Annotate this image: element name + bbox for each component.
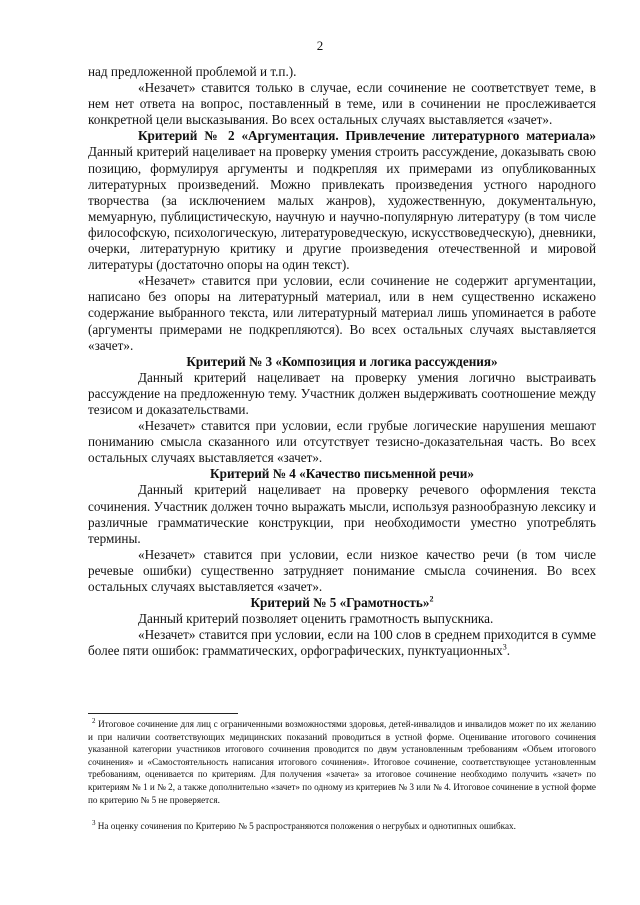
criterion-2-heading: Критерий № 2 «Аргументация. Привлечение литературного материала» (138, 128, 596, 144)
paragraph-criterion-4-fail: «Незачет» ставится при условии, если низкое качество речи (в том числе речевые ошибки) существенно затрудняет понимание смысла сочинения. Во всех остальных случаях выставляется «зачет». (88, 546, 596, 594)
footnote-3-text: На оценку сочинения по Критерию № 5 распространяются положения о негрубых и однотипных ошибках. (95, 821, 516, 832)
criterion-5-fail-text: «Незачет» ставится при условии, если на 100 слов в среднем приходится в сумме более пяти ошибок: грамматических, орфографических, пунктуационных (88, 627, 596, 659)
paragraph-criterion-5-fail (88, 627, 596, 659)
page-number: 2 (316, 38, 324, 53)
footnote-2 (88, 718, 596, 806)
criterion-3-heading: Критерий № 3 «Композиция и логика рассуждения» (186, 353, 498, 369)
paragraph-criterion-2 (88, 128, 596, 273)
paragraph-criterion-1-fail: «Незачет» ставится только в случае, если сочинение не соответствует теме, в нем нет ответа на вопрос, поставленный в теме, или в сочинении не прослеживается конкретной цели высказывания. Во всех остальных случаях выставляется «зачет». (88, 80, 596, 128)
footnote-3-mark: 3 (92, 819, 96, 828)
criterion-5-heading: Критерий № 5 «Грамотность» (250, 595, 430, 611)
paragraph-criterion-5: Данный критерий позволяет оценить грамотность выпускника. (138, 611, 494, 627)
body-text (88, 64, 596, 659)
paragraph-criterion-4: Данный критерий нацеливает на проверку речевого оформления текста сочинения. Участник должен точно выражать мысли, используя разнообразную лексику и различные грамматические конструкции, при необходимости уместно употреблять термины. (88, 482, 596, 546)
criterion-5-fail-end: . (506, 643, 511, 659)
footnote-2-text: Итоговое сочинение для лиц с ограниченными возможностями здоровья, детей-инвалидов и инвалидов может по их желанию и при наличии соответствующих медицинских показаний проводиться в устной форме. Оценивание итогового сочинения указанной категории участников итогового сочинения проводится по двум установленным требованиям «Объем итогового сочинения» и «Самостоятельность написания итогового сочинения». Итоговое сочинение, соответствующее установленным требованиям, оценивается по критериям. Для получения «зачета» за итоговое сочинение необходимо получить «зачет» по критериям № 1 и № 2, а также дополнительно «зачет» по одному из критериев № 3 или № 4. Итоговое сочинение в устной форме по критерию № 5 не проверяется. (88, 719, 596, 805)
footnote-ref-3[interactable]: 3 (502, 642, 507, 652)
paragraph-continuation: над предложенной проблемой и т.п.). (88, 64, 297, 79)
criterion-5-heading-line (88, 595, 596, 611)
footnote-2-mark: 2 (92, 716, 96, 725)
footnotes (88, 718, 596, 847)
footnote-3 (88, 820, 596, 833)
paragraph-criterion-3: Данный критерий нацеливает на проверку умения логично выстраивать рассуждение на предложенную тему. Участник должен выдерживать соотношение между тезисом и доказательствами. (88, 369, 596, 417)
footnote-ref-2[interactable]: 2 (429, 594, 434, 604)
footnote-separator (88, 713, 238, 714)
paragraph-criterion-2-fail: «Незачет» ставится при условии, если сочинение не содержит аргументации, написано без опоры на литературный материал, или в нем существенно искажено содержание выбранного текста, или литературный материал лишь упоминается в работе (аргументы примерами не подкрепляются). Во всех остальных случаях выставляется «зачет». (88, 273, 596, 353)
criterion-4-heading: Критерий № 4 «Качество письменной речи» (210, 466, 474, 482)
paragraph-criterion-3-fail: «Незачет» ставится при условии, если грубые логические нарушения мешают пониманию смысла сказанного или отсутствует тезисно-доказательная часть. Во всех остальных случаях выставляется «зачет». (88, 418, 596, 466)
criterion-2-body: Данный критерий нацеливает на проверку умения строить рассуждение, доказывать свою позицию, формулируя аргументы и подкрепляя их примерами из опубликованных литературных произведений. Можно привлекать произведения устного народного творчества (за исключением малых жанров), художественную, документальную, мемуарную, публицистическую, научную и научно-популярную литературу (в том числе философскую, психологическую, литературоведческую, искусствоведческую), дневники, очерки, литературную критику и другие произведения отечественной и мировой литературы (достаточно опоры на один текст). (88, 144, 596, 273)
